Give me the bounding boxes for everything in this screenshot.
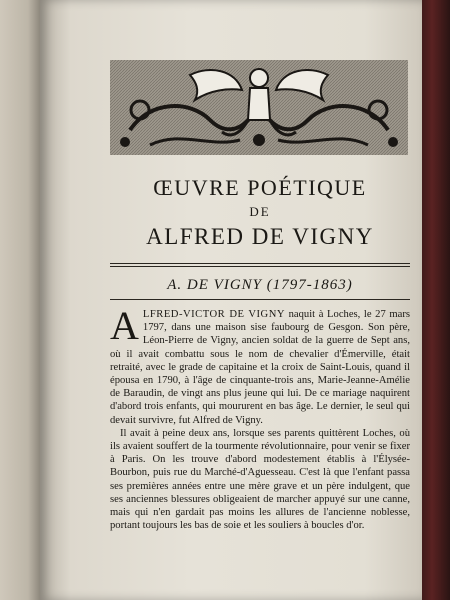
body-text [110,303,410,532]
book-title [110,175,410,251]
paragraph-1 [110,303,410,427]
drop-cap: A [110,303,139,348]
rule-divider [110,299,410,300]
book-cover-edge [420,0,450,600]
title-line-1: ŒUVRE POÉTIQUE [153,175,367,200]
paragraph-2: Il avait à peine deux ans, lorsque ses parents quittèrent Loches, où ils avaient souffert de la tourmente révolutionnaire, pour venir se fixer à Paris. On les trouve d'abord modestement établis à l'Élysée-Bourbon, puis rue du Marché-d'Aguesseau. C'est là que l'enfant passa ses premières années entre une mère grave et un père indulgent, que ses anciennes blessures obligeaient de marcher appuyé sur une canne, mais qui n'en gardait pas moins les allures de l'ancienne noblesse, portant toujours les bas de soie et les souliers à boucles d'or. [110,427,410,532]
paragraph-1-text: naquit à Loches, le 27 mars 1797, dans une maison sise faubourg de Gesgon. Son père, Léon-Pierre de Vigny, ancien soldat de la guerre de Sept ans, où il avait combattu sous le nom de chevalier d'Émerville, était retraité, avec le grade de capitaine et la croix de Saint-Louis, quand il épousa en 1790, à l'âge de cinquante-trois ans, Marie-Jeanne-Amélie de Baraudin, de vingt ans plus jeune qui lui. De ce mariage naquirent d'abord trois enfants, qui moururent en bas âge. Le dernier, le seul qui devait survivre, fut Alfred de Vigny. [110,309,410,426]
book-page [40,0,422,600]
title-line-3: ALFRED DE VIGNY [146,224,374,249]
paragraph-1-lead: LFRED-VICTOR DE VIGNY [142,309,286,320]
headpiece-ornament-icon [110,60,408,155]
double-rule-divider [110,263,410,267]
title-line-2: DE [249,204,271,219]
section-heading: A. DE VIGNY (1797-1863) [167,277,353,293]
page-content [110,60,410,532]
facing-page-edge [0,0,40,600]
